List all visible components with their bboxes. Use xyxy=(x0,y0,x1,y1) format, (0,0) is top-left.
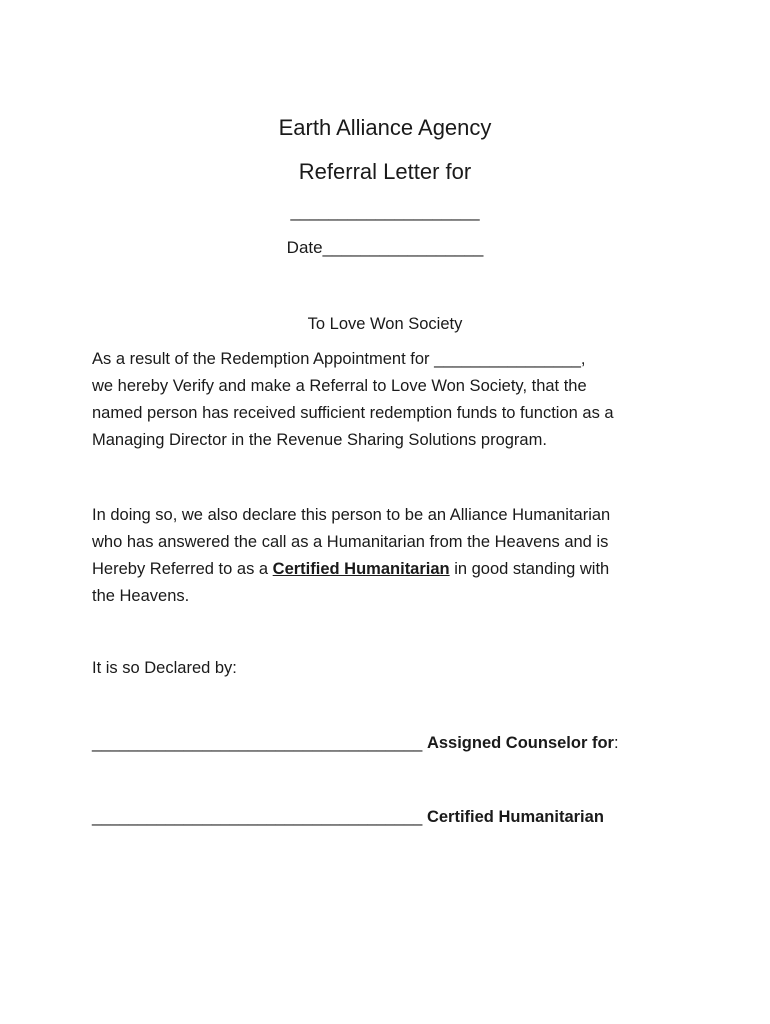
paragraph-line: who has answered the call as a Humanitarian from the Heavens and is xyxy=(92,533,609,551)
paragraph-line: named person has received sufficient redemption funds to function as a xyxy=(92,404,614,422)
paragraph-line: we hereby Verify and make a Referral to Love Won Society, that the xyxy=(92,377,587,395)
certified-humanitarian-emphasis: Certified Humanitarian xyxy=(272,560,450,578)
signature-blank: ____________________________________ xyxy=(92,734,427,752)
signature-label: Certified Humanitarian xyxy=(426,808,604,826)
letter-subtitle: Referral Letter for xyxy=(298,159,472,184)
paragraph-line xyxy=(92,556,692,583)
salutation: To Love Won Society xyxy=(307,315,463,333)
signature-suffix: : xyxy=(613,734,619,752)
paragraph-line: In doing so, we also declare this person to be an Alliance Humanitarian xyxy=(92,506,611,524)
paragraph-line: the Heavens. xyxy=(92,587,190,605)
humanitarian-signature-line xyxy=(92,805,604,829)
letter-title: Earth Alliance Agency xyxy=(278,115,492,140)
recipient-blank-line: ____________________ xyxy=(290,202,480,221)
declared-by-text: It is so Declared by: xyxy=(92,659,237,677)
date-line: Date_________________ xyxy=(286,238,484,257)
signature-label: Assigned Counselor for xyxy=(426,734,614,752)
referral-paragraph xyxy=(92,346,692,454)
signature-blank: ____________________________________ xyxy=(92,808,427,826)
line-text: in good standing with xyxy=(449,560,610,578)
paragraph-line: As a result of the Redemption Appointment for ________________, xyxy=(92,350,586,368)
declaration-paragraph xyxy=(92,502,692,610)
line-text: Hereby Referred to as a xyxy=(92,560,273,578)
paragraph-line: Managing Director in the Revenue Sharing Solutions program. xyxy=(92,431,547,449)
counselor-signature-line xyxy=(92,731,619,755)
